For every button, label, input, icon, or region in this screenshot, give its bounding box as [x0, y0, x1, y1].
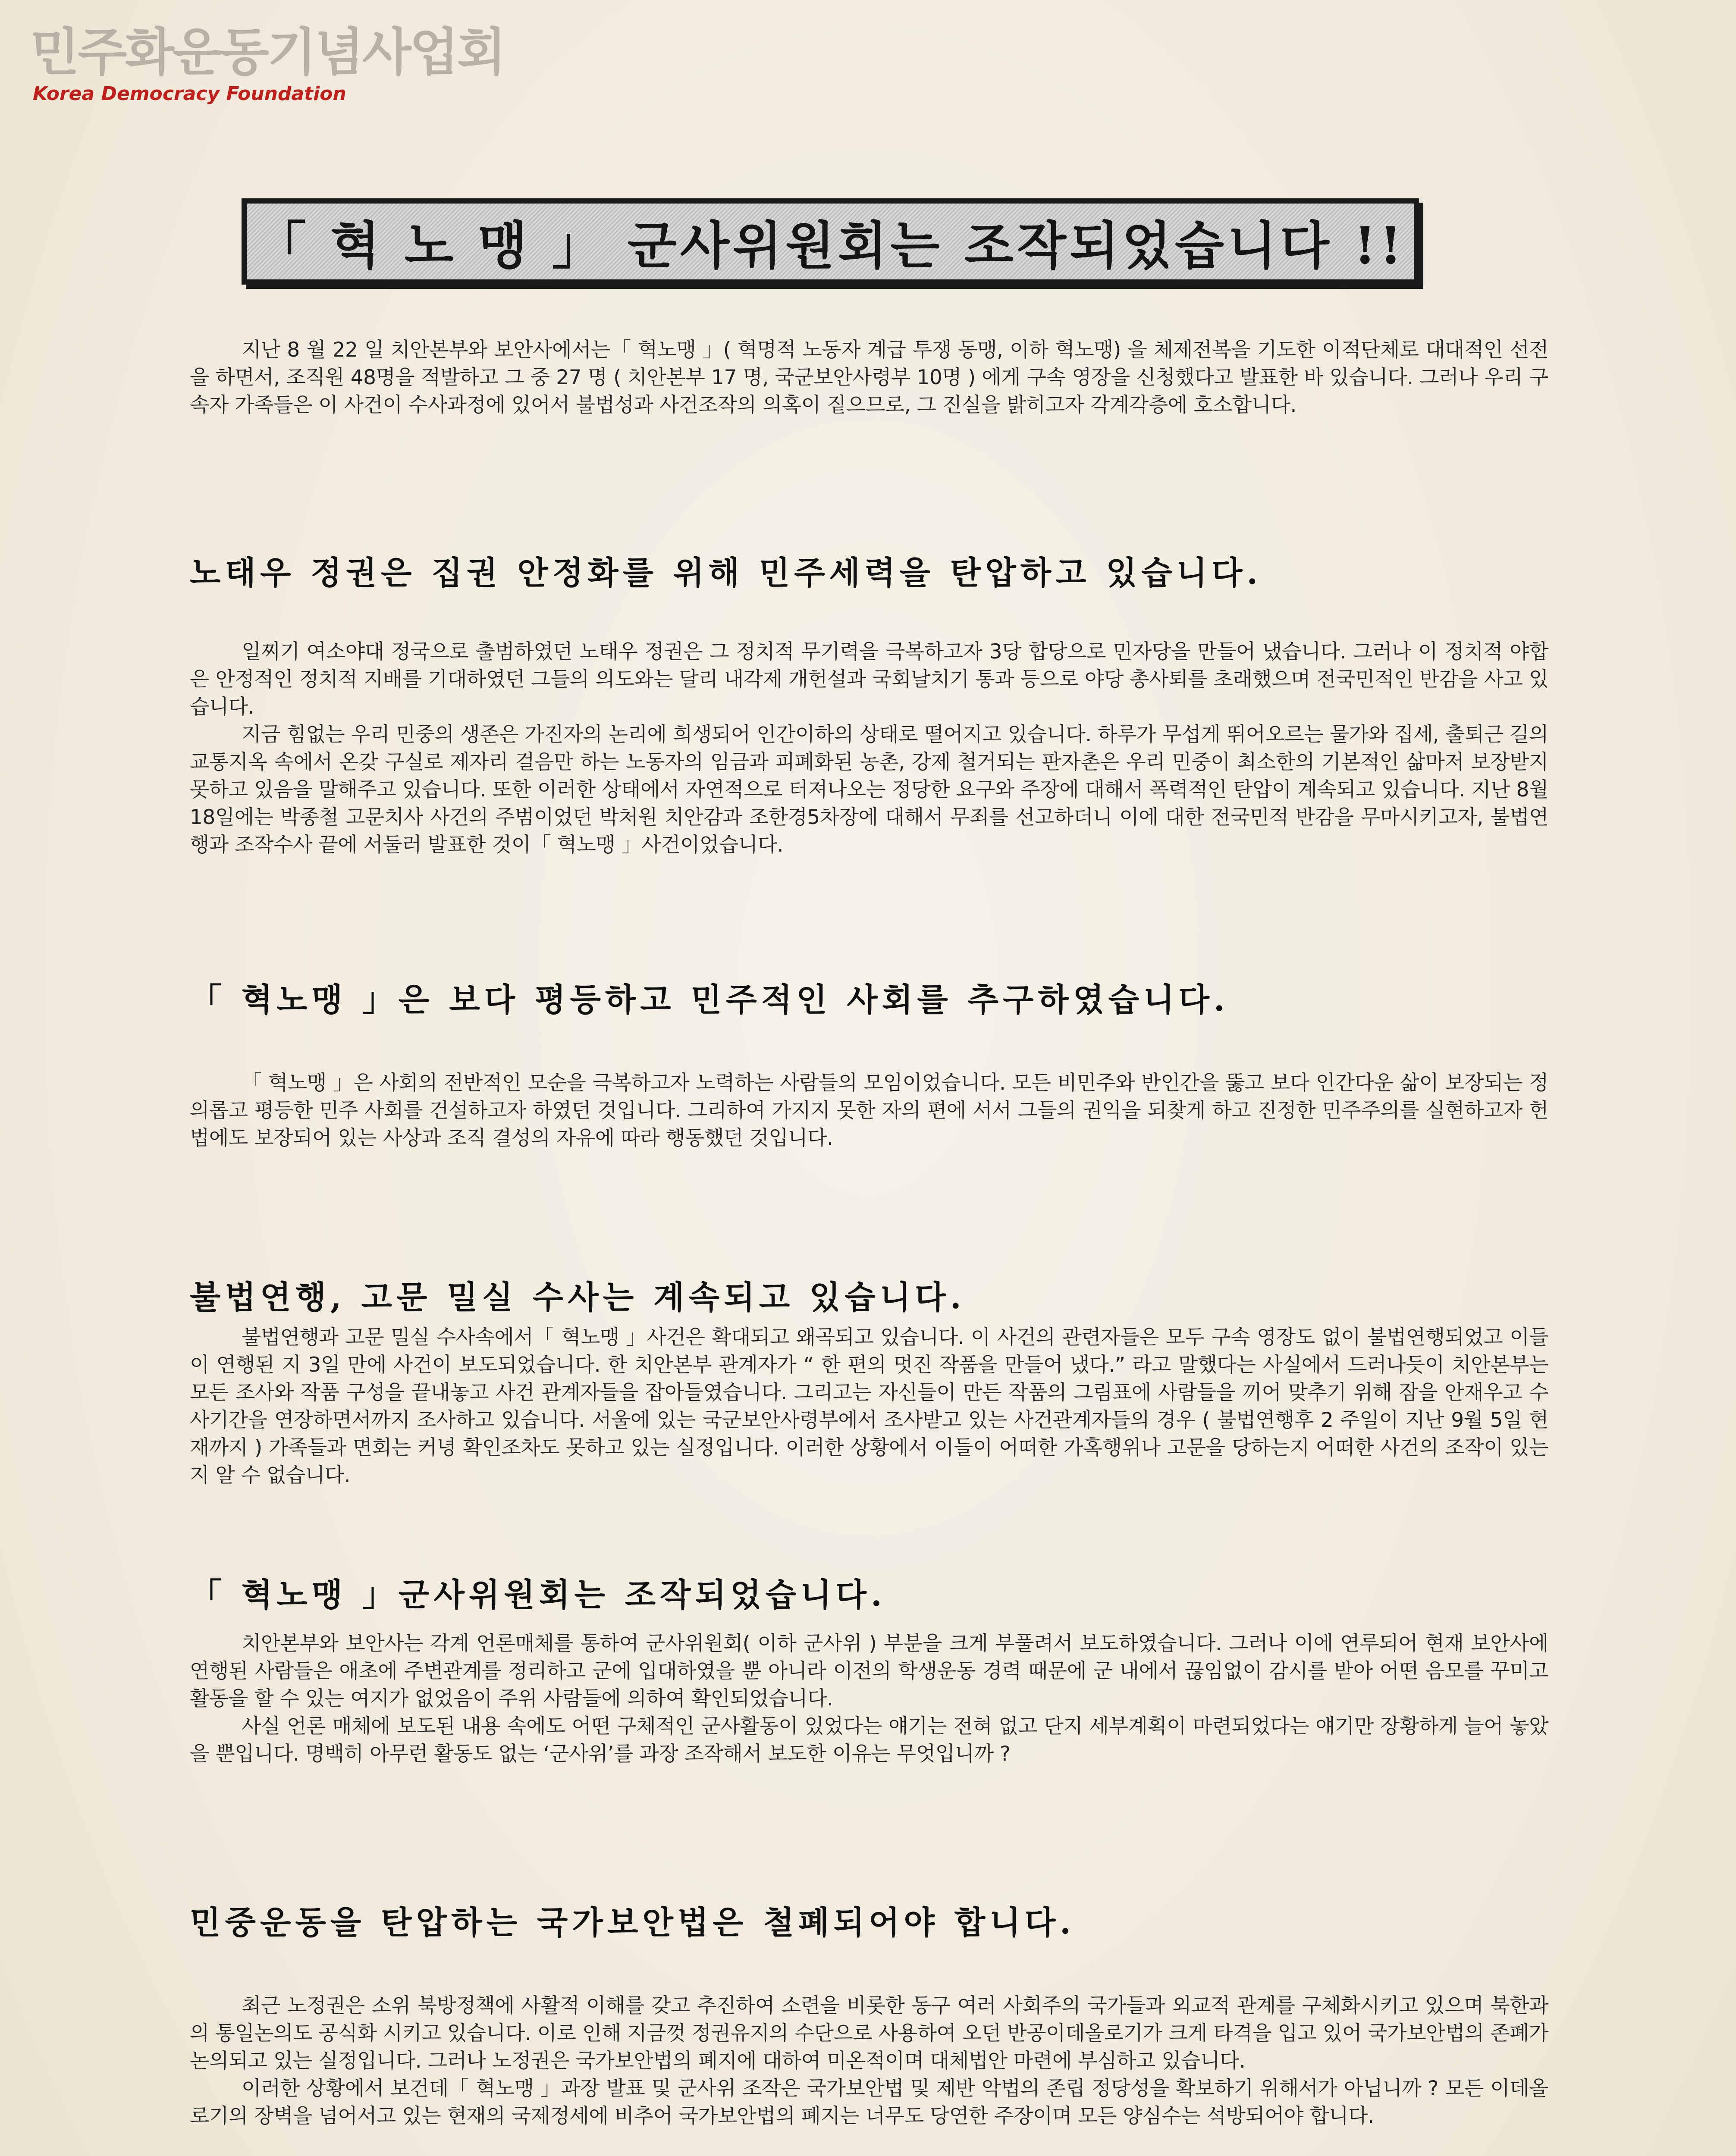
section-3-paragraph-1: 불법연행과 고문 밀실 수사속에서「 혁노맹 」사건은 확대되고 왜곡되고 있습니다. 이 사건의 관련자들은 모두 구속 영장도 없이 불법연행되었고 이들이 연행된 지 3일 만에 사건이 보도되었습니다. 한 치안본부 관계자가 “ 한 편의 멋진 작품을 만들어 냈다.” 라고 말했다는 사실에서 드러나듯이 치안본부는 모든 조사와 작품 구성을 끝내놓고 사건 관계자들을 잡아들였습니다. 그리고는 자신들이 만든 작품의 그림표에 사람들을 끼어 맞추기 위해 잠을 안재우고 수사기간을 연장하면서까지 조사하고 있습니다. 서울에 있는 국군보안사령부에서 조사받고 있는 사건관계자들의 경우 ( 불법연행후 2 주일이 지난 9월 5일 현재까지 ) 가족들과 면회는 커녕 확인조차도 못하고 있는 실정입니다. 이러한 상황에서 이들이 어떠한 가혹행위나 고문을 당하는지 어떠한 사건의 조작이 있는지 알 수 없습니다.	[190, 1326, 1548, 1487]
section-2-heading: 「 혁노맹 」은 보다 평등하고 민주적인 사회를 추구하였습니다.	[190, 981, 1229, 1018]
section-4-paragraph-2: 사실 언론 매체에 보도된 내용 속에도 어떤 구체적인 군사활동이 있었다는 얘기는 전혀 없고 단지 세부계획이 마련되었다는 얘기만 장황하게 늘어 놓았을 뿐입니다. 명백히 아무런 활동도 없는 ‘군사위’를 과장 조작해서 보도한 이유는 무엇입니까 ?	[190, 1714, 1548, 1766]
section-2-paragraph-1: 「 혁노맹 」은 사회의 전반적인 모순을 극복하고자 노력하는 사람들의 모임이었습니다. 모든 비민주와 반인간을 뚫고 보다 인간다운 삶이 보장되는 정의롭고 평등한 민주 사회를 건설하고자 하였던 것입니다. 그리하여 가지지 못한 자의 편에 서서 그들의 권익을 되찾게 하고 진정한 민주주의를 실현하고자 헌법에도 보장되어 있는 사상과 조직 결성의 자유에 따라 행동했던 것입니다.	[190, 1071, 1548, 1150]
intro-paragraph: 지난 8 월 22 일 치안본부와 보안사에서는「 혁노맹 」( 혁명적 노동자 계급 투쟁 동맹, 이하 혁노맹) 을 체제전복을 기도한 이적단체로 대대적인 선전을 하면서, 조직원 48명을 적발하고 그 중 27 명 ( 치안본부 17 명, 국군보안사령부 10명 ) 에게 구속 영장을 신청했다고 발표한 바 있습니다. 그러나 우리 구속자 가족들은 이 사건이 수사과정에 있어서 불법성과 사건조작의 의혹이 짙으므로, 그 진실을 밝히고자 각계각층에 호소합니다.	[190, 338, 1548, 417]
section-5-body	[190, 1992, 1548, 2130]
title-banner	[242, 198, 1419, 285]
section-1-paragraph-2: 지금 힘없는 우리 민중의 생존은 가진자의 논리에 희생되어 인간이하의 상태로 떨어지고 있습니다. 하루가 무섭게 뛰어오르는 물가와 집세, 출퇴근 길의 교통지옥 속에서 온갖 구실로 제자리 걸음만 하는 노동자의 임금과 피폐화된 농촌, 강제 철거되는 판자촌은 우리 민중이 최소한의 기본적인 삶마저 보장받지 못하고 있음을 말해주고 있습니다. 또한 이러한 상태에서 자연적으로 터져나오는 정당한 요구와 주장에 대해서 폭력적인 탄압이 계속되고 있습니다. 지난 8월 18일에는 박종철 고문치사 사건의 주범이었던 박처원 치안감과 조한경5차장에 대해서 무죄를 선고하더니 이에 대한 전국민적 반감을 무마시키고자, 불법연행과 조작수사 끝에 서둘러 발표한 것이「 혁노맹 」사건이었습니다.	[190, 723, 1548, 857]
section-4-paragraph-1: 치안본부와 보안사는 각계 언론매체를 통하여 군사위원회( 이하 군사위 ) 부분을 크게 부풀려서 보도하였습니다. 그러나 이에 연루되어 현재 보안사에 연행된 사람들은 애초에 주변관계를 정리하고 군에 입대하였을 뿐 아니라 이전의 학생운동 경력 때문에 군 내에서 끊임없이 감시를 받아 어떤 음모를 꾸미고 활동을 할 수 있는 여지가 없었음이 주위 사람들에 의하여 확인되었습니다.	[190, 1632, 1548, 1711]
section-1-body	[190, 638, 1548, 859]
watermark-english: Korea Democracy Foundation	[33, 82, 346, 105]
watermark-korean: 민주화운동기념사업회	[30, 22, 505, 82]
section-1-heading: 노태우 정권은 집권 안정화를 위해 민주세력을 탄압하고 있습니다.	[190, 555, 1262, 592]
section-4-body	[190, 1630, 1548, 1768]
intro-block	[190, 336, 1548, 419]
section-3-body	[190, 1324, 1548, 1489]
foundation-watermark	[30, 22, 505, 105]
section-5-paragraph-2: 이러한 상황에서 보건데「 혁노맹 」과장 발표 및 군사위 조작은 국가보안법 및 제반 악법의 존립 정당성을 확보하기 위해서가 아닙니까 ? 모든 이데올로기의 장벽을 넘어서고 있는 현재의 국제정세에 비추어 국가보안법의 폐지는 너무도 당연한 주장이며 모든 양심수는 석방되어야 합니다.	[190, 2077, 1548, 2128]
section-1-paragraph-1: 일찌기 여소야대 정국으로 출범하였던 노태우 정권은 그 정치적 무기력을 극복하고자 3당 합당으로 민자당을 만들어 냈습니다. 그러나 이 정치적 야합은 안정적인 정치적 지배를 기대하였던 그들의 의도와는 달리 내각제 개헌설과 국회날치기 통과 등으로 야당 총사퇴를 초래했으며 전국민적인 반감을 사고 있습니다.	[190, 640, 1548, 719]
section-2-body	[190, 1069, 1548, 1152]
document-title: 「 혁 노 맹 」 군사위원회는 조작되었습니다 !!	[255, 216, 1406, 276]
section-5-paragraph-1: 최근 노정권은 소위 북방정책에 사활적 이해를 갖고 추진하여 소련을 비롯한 동구 여러 사회주의 국가들과 외교적 관계를 구체화시키고 있으며 북한과의 통일논의도 공식화 시키고 있습니다. 이로 인해 지금껏 정권유지의 수단으로 사용하여 오던 반공이데올로기가 크게 타격을 입고 있어 국가보안법의 존폐가 논의되고 있는 실정입니다. 그러나 노정권은 국가보안법의 폐지에 대하여 미온적이며 대체법안 마련에 부심하고 있습니다.	[190, 1994, 1548, 2073]
section-3-heading: 불법연행, 고문 밀실 수사는 계속되고 있습니다.	[190, 1279, 966, 1316]
section-4-heading: 「 혁노맹 」군사위원회는 조작되었습니다.	[190, 1576, 886, 1614]
section-5-heading: 민중운동을 탄압하는 국가보안법은 철폐되어야 합니다.	[190, 1904, 1075, 1941]
